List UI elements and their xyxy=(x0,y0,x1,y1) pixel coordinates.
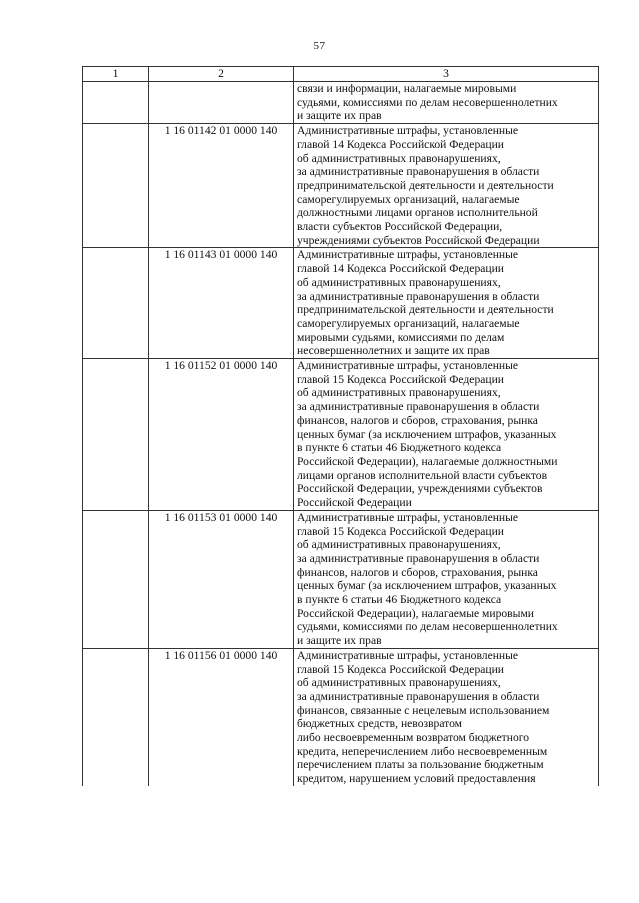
table-row xyxy=(83,648,599,786)
header-col-2: 2 xyxy=(149,67,294,82)
header-col-3: 3 xyxy=(294,67,599,82)
row-col1-cell xyxy=(83,648,149,786)
row-col1-cell xyxy=(83,510,149,648)
row-code-cell xyxy=(149,82,294,124)
row-text-cell: Административные штрафы, установленные главой 15 Кодекса Российской Федерации об административных правонарушениях, за административные правонарушения в области финансов, связанные с нецелевым использованием бюджетных средств, невозвратом либо несвоевременным возвратом бюджетного кредита, неперечислением либо несвоевременным перечислением платы за пользование бюджетным кредитом, нарушением условий предоставления xyxy=(294,648,599,786)
row-text-cell: связи и информации, налагаемые мировыми судьями, комиссиями по делам несовершеннолетних и защите их прав xyxy=(294,82,599,124)
table-header xyxy=(83,67,599,82)
page-number: 57 xyxy=(313,40,326,52)
table-row xyxy=(83,82,599,124)
table-row xyxy=(83,248,599,359)
row-code-cell: 1 16 01152 01 0000 140 xyxy=(149,359,294,511)
row-code-cell: 1 16 01156 01 0000 140 xyxy=(149,648,294,786)
row-text-cell: Административные штрафы, установленные главой 15 Кодекса Российской Федерации об административных правонарушениях, за административные правонарушения в области финансов, налогов и сборов, страхования, рынка ценных бумаг (за исключением штрафов, указанных в пункте 6 статьи 46 Бюджетного кодекса Российской Федерации), налагаемые должностными лицами органов исполнительной власти субъектов Российской Федерации, учреждениями субъектов Российской Федерации xyxy=(294,359,599,511)
row-code-cell: 1 16 01153 01 0000 140 xyxy=(149,510,294,648)
row-code-cell: 1 16 01142 01 0000 140 xyxy=(149,124,294,248)
table-body xyxy=(83,82,599,786)
table-row xyxy=(83,510,599,648)
header-row xyxy=(83,67,599,82)
row-col1-cell xyxy=(83,359,149,511)
header-col-1: 1 xyxy=(83,67,149,82)
classification-table xyxy=(82,66,599,786)
row-code-cell: 1 16 01143 01 0000 140 xyxy=(149,248,294,359)
table-row xyxy=(83,124,599,248)
row-col1-cell xyxy=(83,124,149,248)
table-row xyxy=(83,359,599,511)
row-col1-cell xyxy=(83,82,149,124)
row-text-cell: Административные штрафы, установленные главой 15 Кодекса Российской Федерации об административных правонарушениях, за административные правонарушения в области финансов, налогов и сборов, страхования, рынка ценных бумаг (за исключением штрафов, указанных в пункте 6 статьи 46 Бюджетного кодекса Российской Федерации), налагаемые мировыми судьями, комиссиями по делам несовершеннолетних и защите их прав xyxy=(294,510,599,648)
row-text-cell: Административные штрафы, установленные главой 14 Кодекса Российской Федерации об административных правонарушениях, за административные правонарушения в области предпринимательской деятельности и деятельности саморегулируемых организаций, налагаемые мировыми судьями, комиссиями по делам несовершеннолетних и защите их прав xyxy=(294,248,599,359)
row-text-cell: Административные штрафы, установленные главой 14 Кодекса Российской Федерации об административных правонарушениях, за административные правонарушения в области предпринимательской деятельности и деятельности саморегулируемых организаций, налагаемые должностными лицами органов исполнительной власти субъектов Российской Федерации, учреждениями субъектов Российской Федерации xyxy=(294,124,599,248)
row-col1-cell xyxy=(83,248,149,359)
